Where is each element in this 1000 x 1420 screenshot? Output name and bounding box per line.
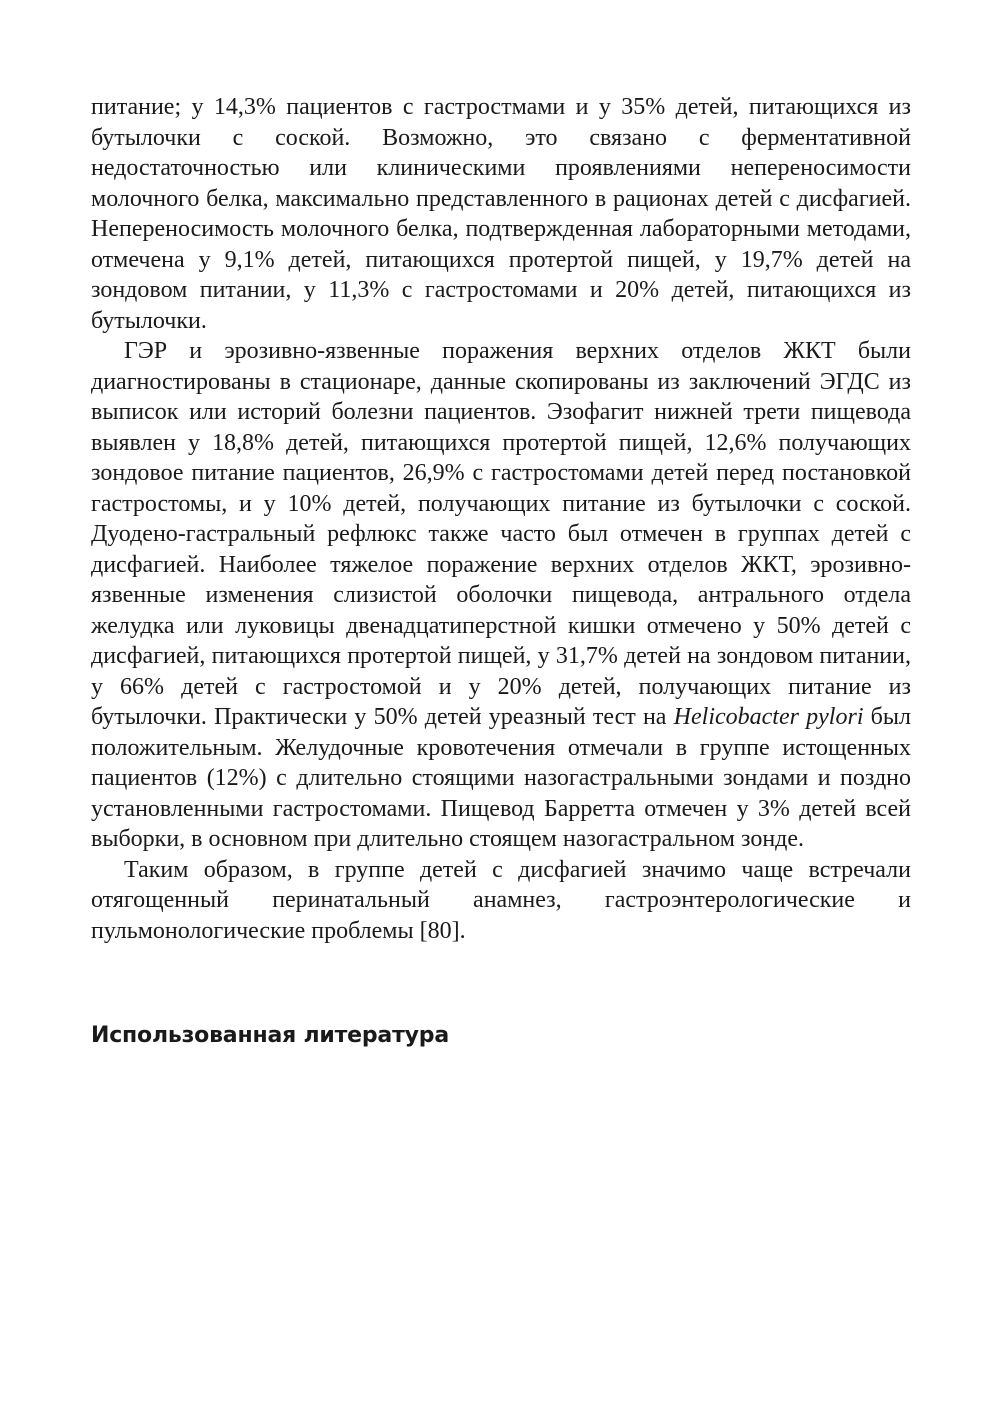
paragraph-continuation: питание; у 14,3% пациентов с гастростмами и у 35% детей, питающихся из бутылочки с соской. Возможно, это связано с ферментативной недостаточностью или клиническими проявлениями непереносимости молочного белка, максимально представленного в рационах детей с дисфагией. Непереносимость молочного белка, подтвержденная лабораторными методами, отмечена у 9,1% детей, питающихся протертой пищей, у 19,7% детей на зондовом питании, у 11,3% с гастростомами и 20% детей, питающихся из бутылочки. <box>91 94 911 334</box>
paragraph-gerd-text-before: ГЭР и эрозивно-язвенные поражения верхних отделов ЖКТ были диагностированы в стационаре, данные скопированы из заключений ЭГДС из выписок или историй болезни пациентов. Эзофагит нижней трети пищевода выявлен у 18,8% детей, питающихся протертой пищей, 12,6% получающих зондовое питание пациентов, 26,9% с гастростомами детей перед постановкой гастростомы, и у 10% детей, получающих питание из бутылочки с соской. Дуодено-гастральный рефлюкс также часто был отмечен в группах детей с дисфагией. Наиболее тяжелое поражение верхних отделов ЖКТ, эрозивно-язвенные изменения слизистой оболочки пищевода, антрального отдела желудка или луковицы двенадцатиперстной кишки отмечено у 50% детей с дисфагией, питающихся протертой пищей, у 31,7% детей на зондовом питании, у 66% детей с гастростомой и у 20% детей, получающих питание из бутылочки. Практически у 50% детей уреазный тест на <box>91 338 911 730</box>
paragraph-conclusion: Таким образом, в группе детей с дисфагией значимо чаще встречали отягощенный перинатальный анамнез, гастроэнтерологические и пульмонологические проблемы [80]. <box>91 856 911 944</box>
page-body <box>91 92 911 946</box>
section-heading-references: Использованная литература <box>91 1023 449 1048</box>
paragraph-gerd-findings <box>91 336 911 855</box>
paragraph-gerd-text-after: был положительным. Желудочные кровотечения отмечали в группе истощенных пациентов (12%) с длительно стоящими назогастральными зондами и поздно установленными гастростомами. Пищевод Барретта отмечен у 3% детей всей выборки, в основном при длительно стоящем назогастральном зонде. <box>91 704 911 852</box>
species-name-italic: Helicobacter pylori <box>673 704 864 730</box>
